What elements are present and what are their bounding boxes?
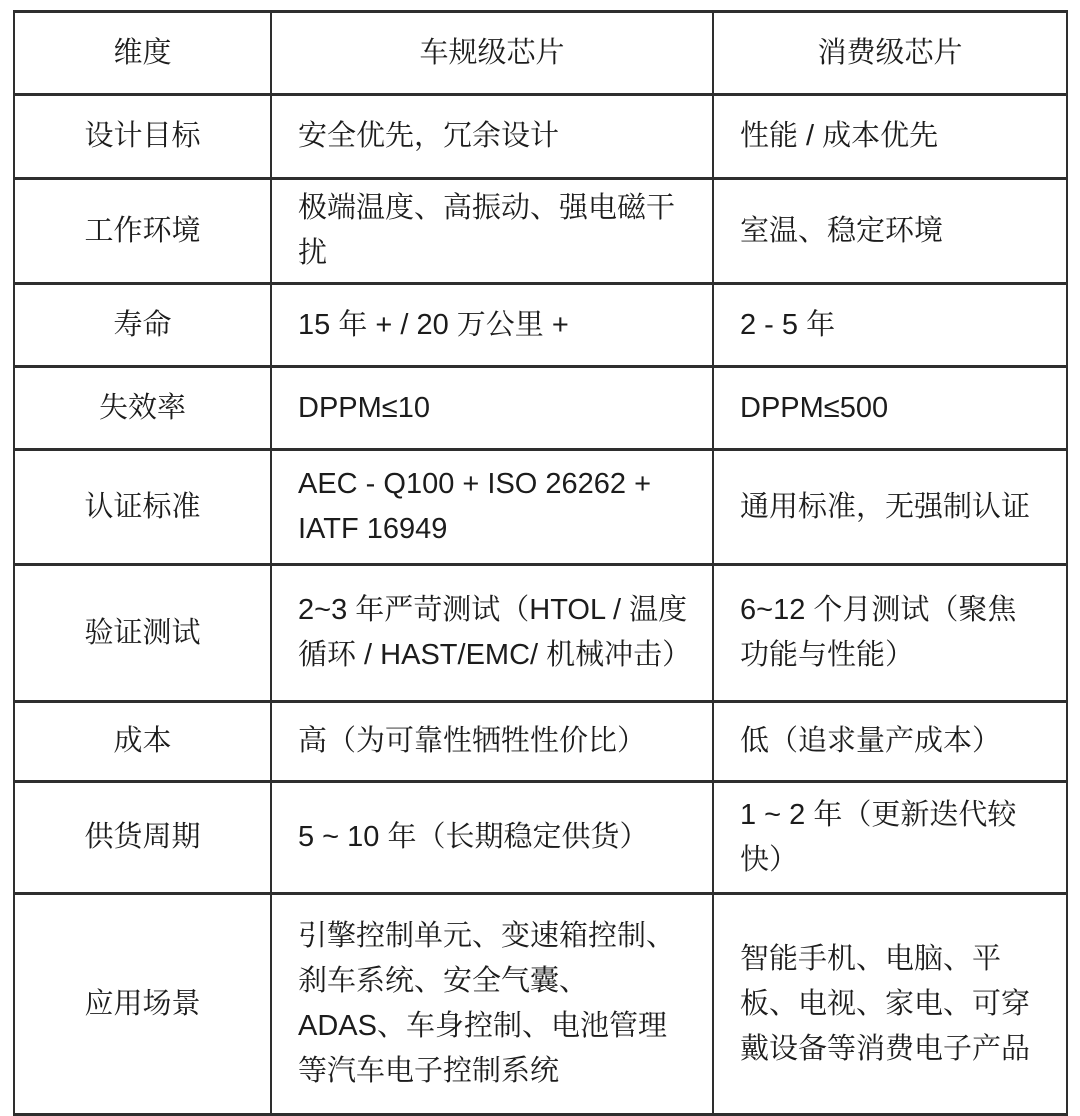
cell-consumer: 低（追求量产成本） bbox=[713, 702, 1067, 782]
cell-consumer: 智能手机、电脑、平板、电视、家电、可穿戴设备等消费电子产品 bbox=[713, 894, 1067, 1115]
cell-consumer: 室温、稳定环境 bbox=[713, 179, 1067, 284]
cell-automotive: 2~3 年严苛测试（HTOL / 温度循环 / HAST/EMC/ 机械冲击） bbox=[271, 565, 713, 702]
header-cell-consumer-grade: 消费级芯片 bbox=[713, 12, 1067, 95]
row-label: 供货周期 bbox=[14, 782, 271, 894]
cell-consumer: 性能 / 成本优先 bbox=[713, 95, 1067, 179]
table-row bbox=[14, 284, 1067, 367]
cell-automotive: DPPM≤10 bbox=[271, 367, 713, 450]
table-row bbox=[14, 894, 1067, 1115]
chip-comparison-table bbox=[13, 10, 1068, 1116]
table-row bbox=[14, 179, 1067, 284]
cell-consumer: 通用标准，无强制认证 bbox=[713, 450, 1067, 565]
cell-consumer: 1 ~ 2 年（更新迭代较快） bbox=[713, 782, 1067, 894]
table-row bbox=[14, 565, 1067, 702]
cell-automotive: 安全优先，冗余设计 bbox=[271, 95, 713, 179]
row-label: 设计目标 bbox=[14, 95, 271, 179]
cell-automotive: 5 ~ 10 年（长期稳定供货） bbox=[271, 782, 713, 894]
table-row bbox=[14, 450, 1067, 565]
cell-automotive: AEC - Q100 + ISO 26262 + IATF 16949 bbox=[271, 450, 713, 565]
row-label: 寿命 bbox=[14, 284, 271, 367]
cell-consumer: 6~12 个月测试（聚焦功能与性能） bbox=[713, 565, 1067, 702]
row-label: 成本 bbox=[14, 702, 271, 782]
cell-consumer: 2 - 5 年 bbox=[713, 284, 1067, 367]
row-label: 工作环境 bbox=[14, 179, 271, 284]
row-label: 失效率 bbox=[14, 367, 271, 450]
row-label: 认证标准 bbox=[14, 450, 271, 565]
row-label: 验证测试 bbox=[14, 565, 271, 702]
header-row bbox=[14, 12, 1067, 95]
cell-automotive: 极端温度、高振动、强电磁干扰 bbox=[271, 179, 713, 284]
cell-automotive: 高（为可靠性牺牲性价比） bbox=[271, 702, 713, 782]
header-cell-automotive-grade: 车规级芯片 bbox=[271, 12, 713, 95]
cell-consumer: DPPM≤500 bbox=[713, 367, 1067, 450]
row-label: 应用场景 bbox=[14, 894, 271, 1115]
table-row bbox=[14, 367, 1067, 450]
chip-comparison-table-wrap bbox=[13, 10, 1068, 1116]
cell-automotive: 引擎控制单元、变速箱控制、刹车系统、安全气囊、ADAS、车身控制、电池管理等汽车电子控制系统 bbox=[271, 894, 713, 1115]
table-row bbox=[14, 702, 1067, 782]
table-row bbox=[14, 782, 1067, 894]
cell-automotive: 15 年 + / 20 万公里 + bbox=[271, 284, 713, 367]
header-cell-dimension: 维度 bbox=[14, 12, 271, 95]
table-row bbox=[14, 95, 1067, 179]
